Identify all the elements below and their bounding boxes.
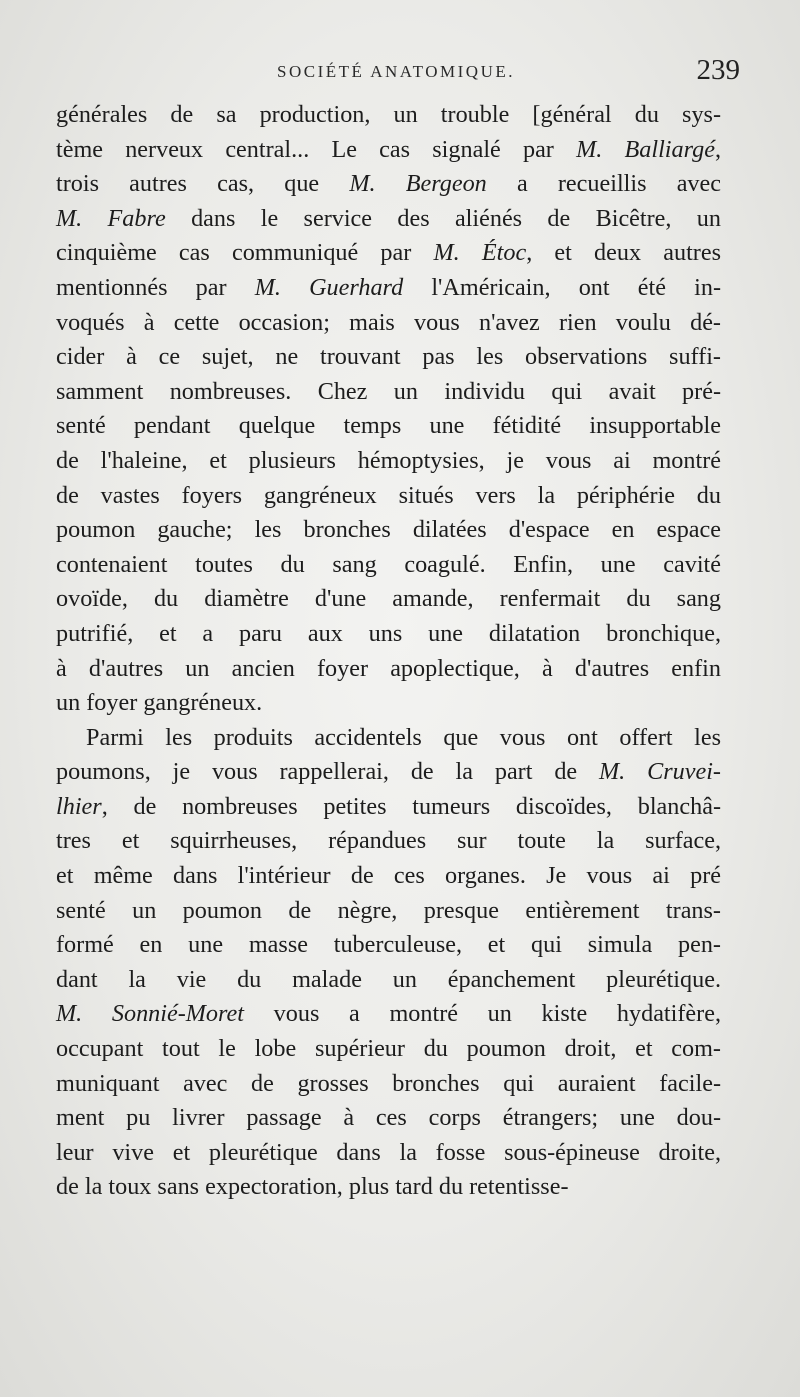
text-line xyxy=(56,548,721,583)
text-line xyxy=(56,340,721,375)
italic-name: M. Bergeon xyxy=(349,170,487,198)
text-line xyxy=(56,513,721,548)
text-run: muniquant avec de grosses bronches qui auraient facile- xyxy=(56,1069,721,1097)
text-line xyxy=(56,271,721,306)
italic-name: M. Fabre xyxy=(56,204,166,232)
text-line xyxy=(56,1136,721,1171)
text-run: tres et squirrheuses, répandues sur toute la surface, xyxy=(56,827,721,855)
body-text xyxy=(56,98,721,1205)
text-run: occupant tout le lobe supérieur du poumon droit, et com- xyxy=(56,1035,721,1063)
italic-name: M. Guerhard xyxy=(254,273,404,301)
text-line xyxy=(56,1170,721,1205)
text-line xyxy=(56,202,721,237)
text-run: putrifié, et a paru aux uns une dilatation bronchique, xyxy=(56,619,721,647)
text-run: de vastes foyers gangréneux situés vers la périphérie du xyxy=(56,481,721,509)
text-run: samment nombreuses. Chez un individu qui avait pré- xyxy=(56,377,721,405)
text-run: ovoïde, du diamètre d'une amande, renfermait du sang xyxy=(56,585,721,613)
paragraph xyxy=(56,98,721,721)
text-line xyxy=(56,721,721,756)
text-line xyxy=(56,582,721,617)
text-line xyxy=(56,894,721,929)
text-run: dans le service des aliénés de Bicêtre, un xyxy=(165,204,721,232)
text-line xyxy=(56,479,721,514)
text-run: formé en une masse tuberculeuse, et qui simula pen- xyxy=(56,931,721,959)
text-run: senté pendant quelque temps une fétidité insupportable xyxy=(56,412,721,440)
text-run: à d'autres un ancien foyer apoplectique, à d'autres enfin xyxy=(56,654,721,682)
text-run: leur vive et pleurétique dans la fosse sous-épineuse droite, xyxy=(56,1138,721,1166)
text-line xyxy=(56,790,721,825)
text-line xyxy=(56,167,721,202)
text-run: de la toux sans expectoration, plus tard du retentisse- xyxy=(56,1173,569,1201)
text-run: tème nerveux central... Le cas signalé par xyxy=(56,135,577,163)
text-run: poumon gauche; les bronches dilatées d'espace en espace xyxy=(56,516,721,544)
text-line xyxy=(56,963,721,998)
text-run: , de nombreuses petites tumeurs discoïdes, blanchâ- xyxy=(101,792,721,820)
text-run: Parmi les produits accidentels que vous ont offert les xyxy=(86,723,721,751)
text-run: ment pu livrer passage à ces corps étrangers; une dou- xyxy=(56,1104,721,1132)
italic-name: M. Étoc xyxy=(433,239,527,267)
text-line xyxy=(56,375,721,410)
running-title: SOCIÉTÉ ANATOMIQUE. xyxy=(277,62,515,81)
text-line xyxy=(56,1101,721,1136)
text-line xyxy=(56,236,721,271)
italic-name: M. Sonnié-Moret xyxy=(56,1000,244,1028)
text-run: , et deux autres xyxy=(526,239,721,267)
text-run: contenaient toutes du sang coagulé. Enfin, une cavité xyxy=(56,550,721,578)
text-line xyxy=(56,1067,721,1102)
italic-name: M. Balliargé xyxy=(576,135,715,163)
text-run: a recueillis avec xyxy=(486,170,721,198)
running-head xyxy=(52,52,740,92)
text-run: trois autres cas, que xyxy=(56,170,350,198)
text-line xyxy=(56,824,721,859)
text-run: un foyer gangréneux. xyxy=(56,689,263,717)
text-line xyxy=(56,444,721,479)
text-line xyxy=(56,1032,721,1067)
paragraph xyxy=(56,721,721,1205)
text-run: vous a montré un kiste hydatifère, xyxy=(243,1000,721,1028)
text-line xyxy=(56,617,721,652)
text-run: de l'haleine, et plusieurs hémoptysies, je vous ai montré xyxy=(56,446,721,474)
text-run: cinquième cas communiqué par xyxy=(56,239,434,267)
text-line xyxy=(56,652,721,687)
text-run: cider à ce sujet, ne trouvant pas les observations suffi- xyxy=(56,343,721,371)
text-run: voqués à cette occasion; mais vous n'avez rien voulu dé- xyxy=(56,308,721,336)
text-line xyxy=(56,686,721,721)
text-run: mentionnés par xyxy=(56,273,255,301)
text-line xyxy=(56,98,721,133)
italic-name: lhier xyxy=(56,792,102,820)
text-run: senté un poumon de nègre, presque entièrement trans- xyxy=(56,896,721,924)
text-line xyxy=(56,133,721,168)
text-line xyxy=(56,409,721,444)
text-line xyxy=(56,859,721,894)
page-number: 239 xyxy=(696,54,740,86)
text-line xyxy=(56,928,721,963)
text-run: poumons, je vous rappellerai, de la part de xyxy=(56,758,600,786)
text-line xyxy=(56,997,721,1032)
text-line xyxy=(56,306,721,341)
text-line xyxy=(56,755,721,790)
italic-name: M. Cruvei- xyxy=(599,758,721,786)
text-run: , xyxy=(714,135,721,163)
text-run: dant la vie du malade un épanchement pleurétique. xyxy=(56,965,721,993)
text-run: et même dans l'intérieur de ces organes. Je vous ai pré xyxy=(56,862,721,890)
text-run: l'Américain, ont été in- xyxy=(403,273,722,301)
text-run: générales de sa production, un trouble [général du sys- xyxy=(56,101,721,128)
